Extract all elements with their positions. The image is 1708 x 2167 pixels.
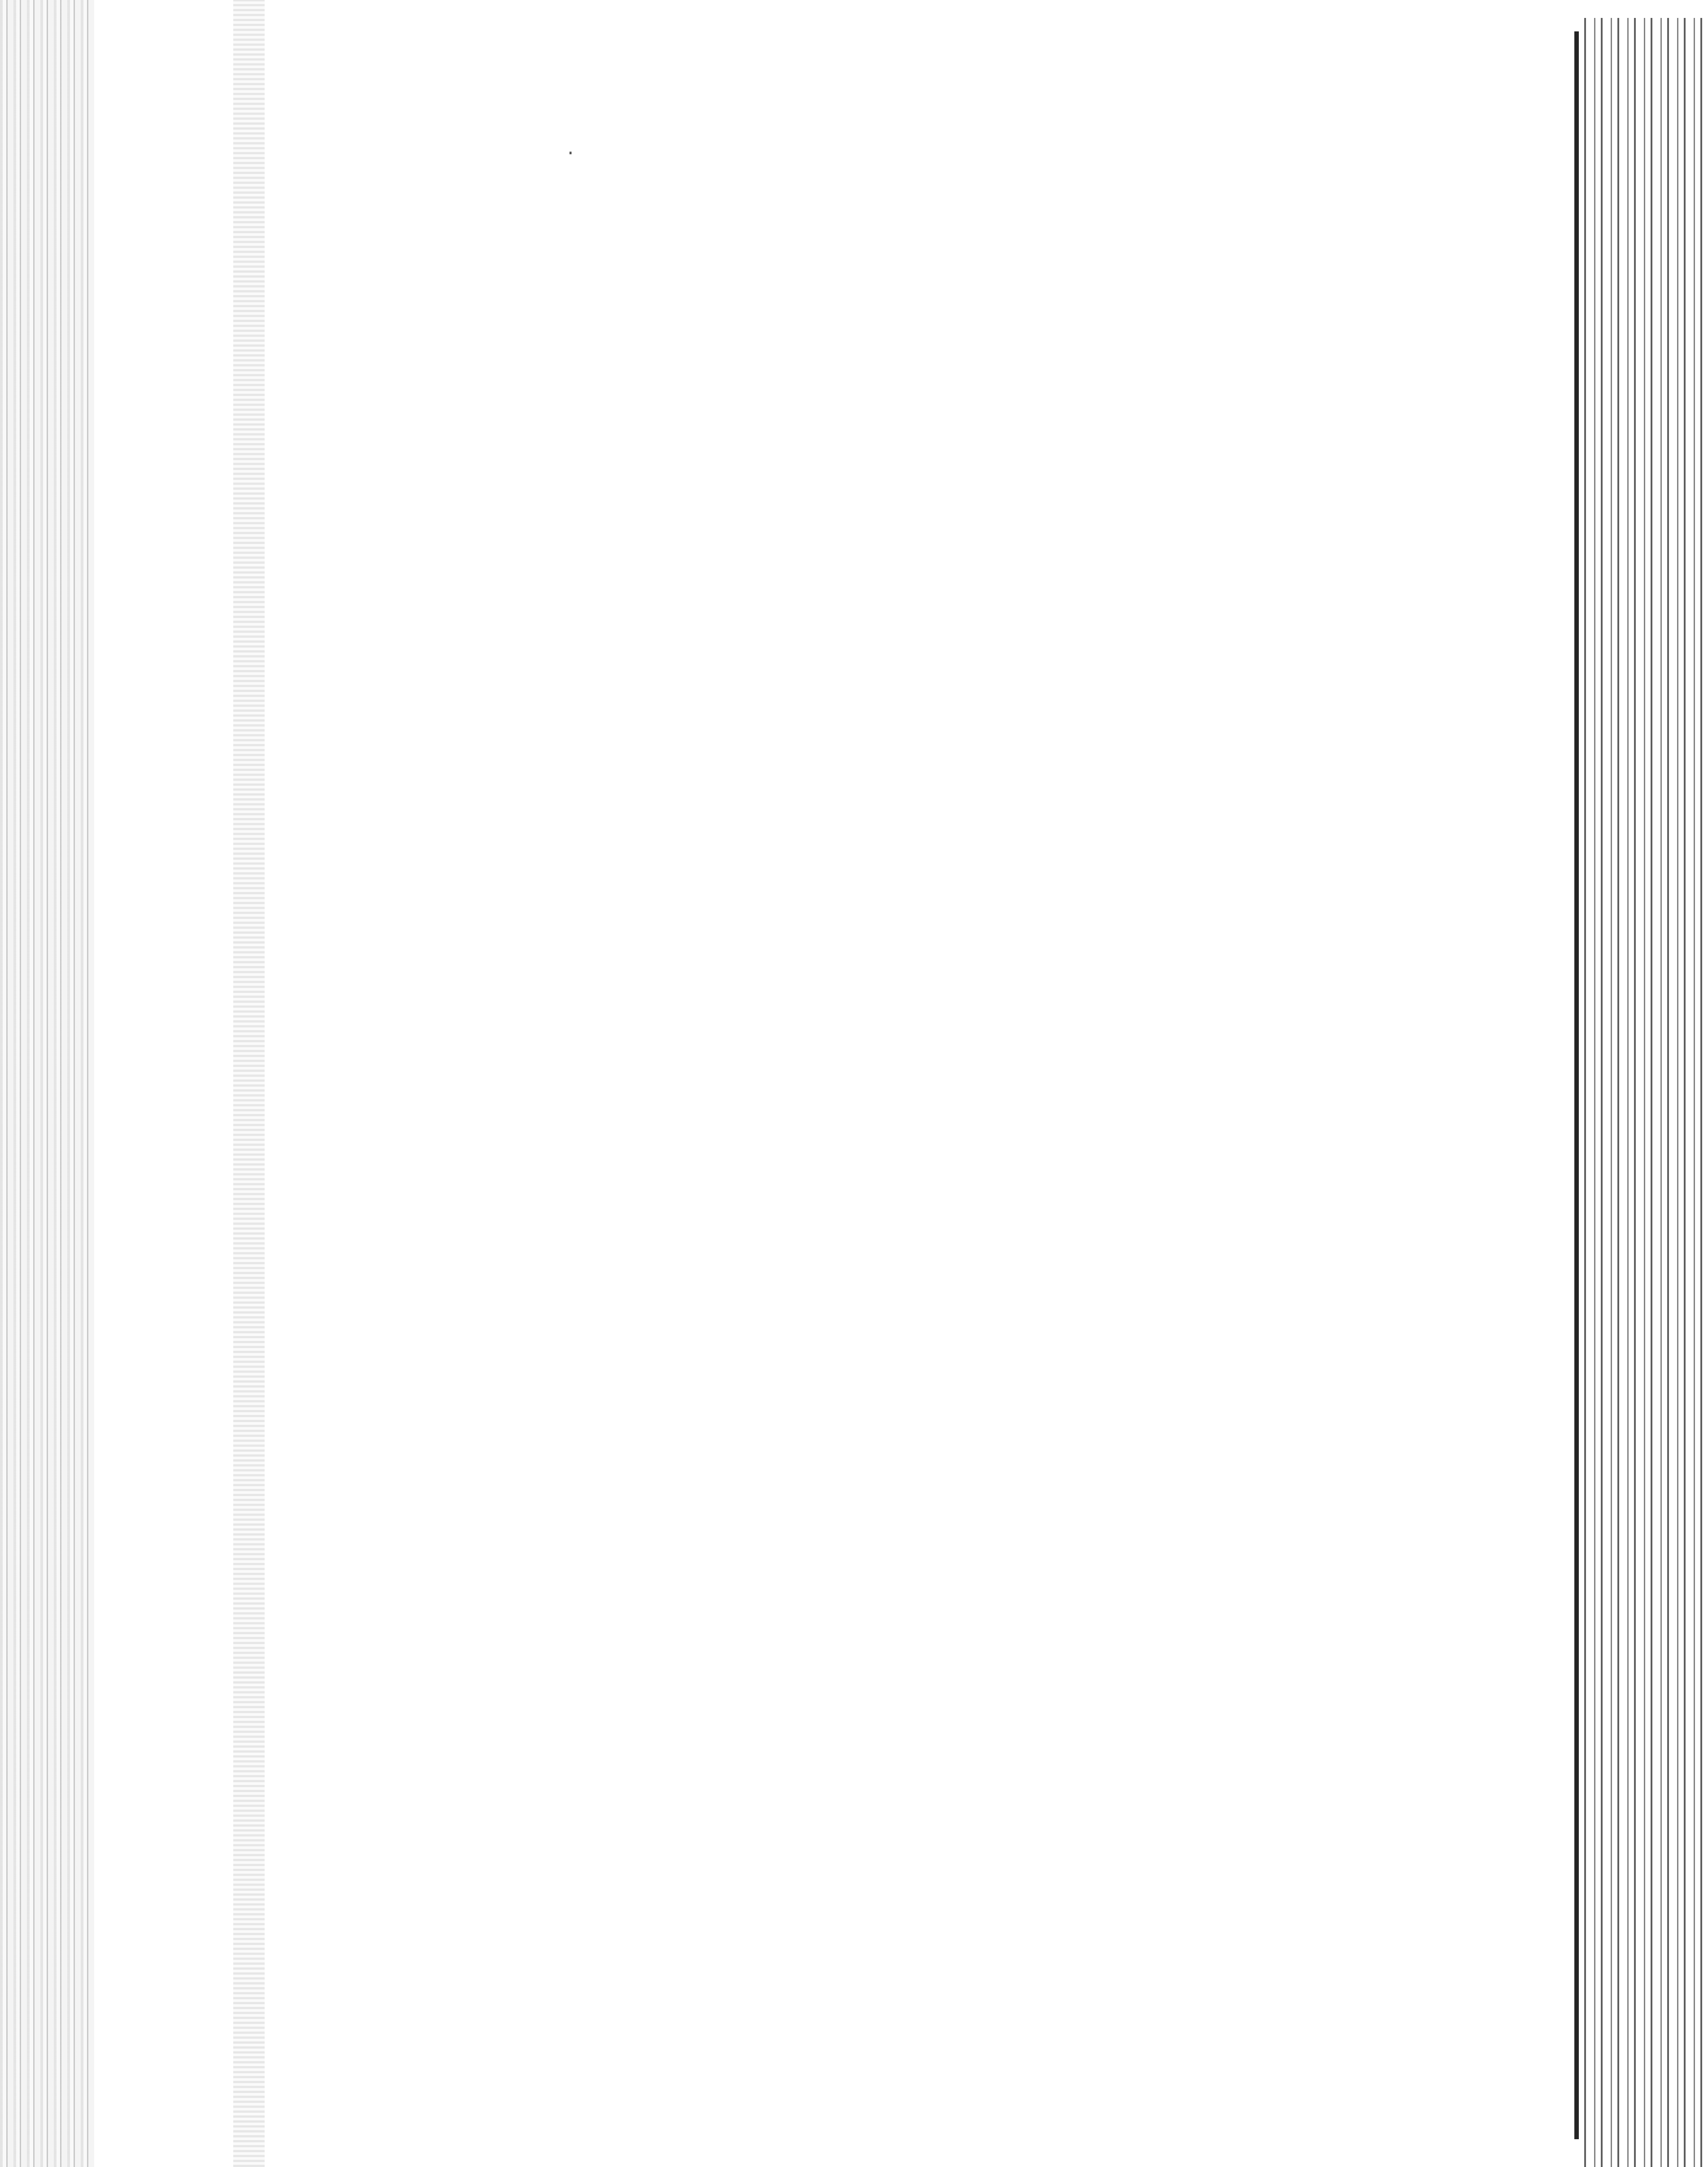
document-page (269, 13, 1574, 2153)
page-edge-stack (1579, 18, 1708, 2167)
page-edge-right (1574, 31, 1579, 2139)
page-shadow (233, 0, 265, 2167)
margin-mark: · (565, 144, 576, 164)
book-binding (0, 0, 94, 2167)
